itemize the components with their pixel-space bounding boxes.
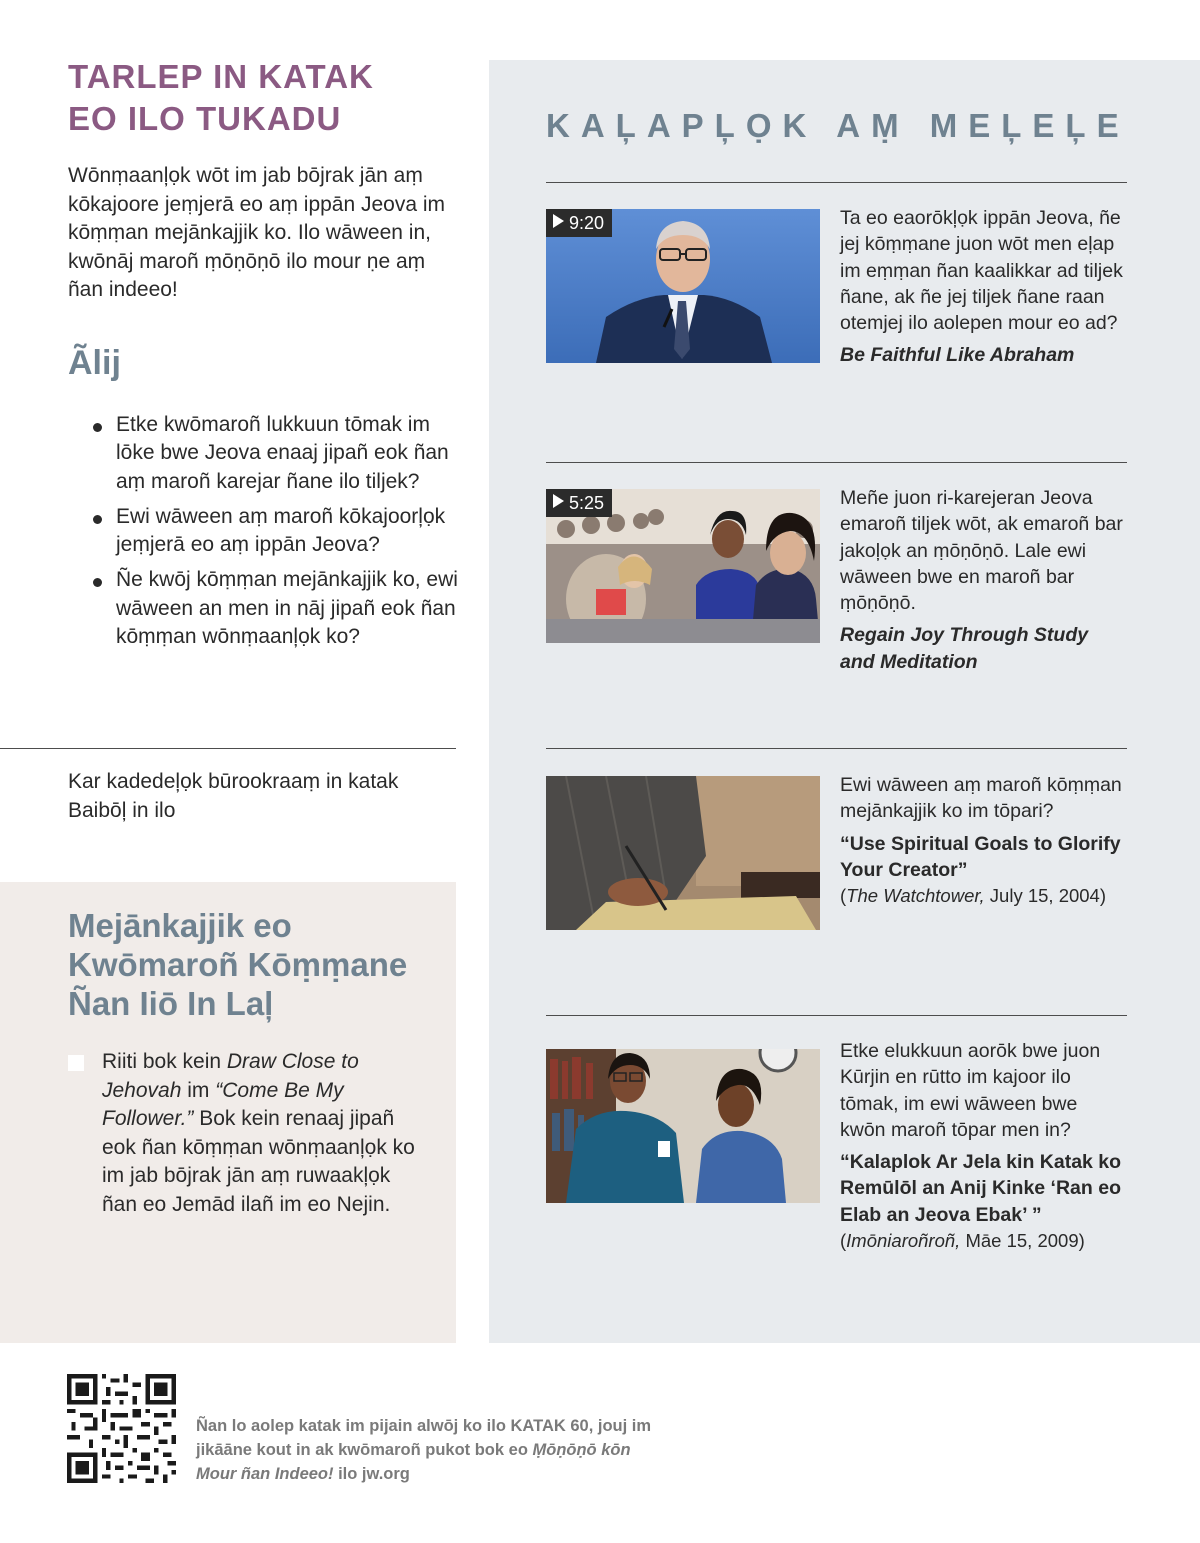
article-source	[840, 883, 1125, 909]
article-title-link[interactable]: “Kalaplok Ar Jela kin Katak ko Remūlōl an Anij Kinke ‘Ran eo Elab an Jeova Ebak’ ”	[840, 1151, 1122, 1226]
divider	[546, 1015, 1127, 1016]
article-thumbnail[interactable]	[546, 776, 820, 930]
page-title-line-1: TARLEP IN KATAK	[68, 58, 374, 95]
video-description-text: Ta eo eaorōkļọk ippān Jeova, ñe jej kōṃṃane juon wōt men eļap im eṃṃan ñan kaalikkar ad tiljek ñane, ak ñe jej tiljek ñane raan otemjej ilo aolepen mour eo ad?	[840, 207, 1123, 335]
video-description	[840, 205, 1125, 369]
article-title-link[interactable]: “Use Spiritual Goals to Glorify Your Creator”	[840, 832, 1121, 881]
book-title: “Come Be My Follower.”	[102, 1078, 344, 1131]
divider	[546, 748, 1127, 749]
footer-text: Ñan lo aolep katak im pijain alwōj ko ilo KATAK 60, jouj im jikāāne kout in ak kwōmaroñ pukot bok eo	[196, 1417, 652, 1459]
divider	[546, 182, 1127, 183]
source-date: Māe 15, 2009)	[960, 1230, 1085, 1252]
footer-note	[196, 1414, 656, 1486]
article-description-text: Ewi wāween aṃ maroñ kōṃṃan mejānkajjik ko im tōpari?	[840, 774, 1122, 823]
divider	[0, 748, 456, 749]
goal-text-part: Riiti bok kein	[102, 1050, 227, 1073]
play-icon	[553, 494, 564, 508]
source-date: July 15, 2004)	[984, 885, 1107, 907]
goal-text-part: im	[181, 1078, 216, 1102]
review-question	[90, 411, 460, 496]
review-question-text: Ewi wāween aṃ maroñ kōkajoorļọk jeṃjerā eo aṃ ippān Jeova?	[116, 504, 446, 557]
completion-note: Kar kadedeļọk būrookraaṃ in katak Baibōļ in ilo	[68, 770, 399, 822]
goal-text-part: Bok kein renaaj jipañ eok ñan kōṃṃan wōnṃaanļọk ko im jab bōjrak jān aṃ ruwaakļọk ñan eo Jemād ilañ im eo Nejin.	[102, 1107, 415, 1216]
book-title: Draw Close to Jehovah	[102, 1050, 359, 1102]
goal-text	[102, 1048, 427, 1220]
article-thumbnail[interactable]	[546, 1049, 820, 1203]
video-thumbnail[interactable]	[546, 209, 820, 363]
bullet-icon	[93, 423, 102, 432]
goal-heading: Mejānkajjik eo Kwōmaroñ Kōṃṃane Ñan Iiō In Laļ	[68, 907, 408, 1022]
review-question	[90, 566, 460, 651]
play-icon	[553, 214, 564, 228]
article-source	[840, 1228, 1125, 1254]
divider	[546, 462, 1127, 463]
writing-image	[546, 776, 820, 930]
intro-paragraph: Wōnṃaanļọk wōt im jab bōjrak jān aṃ kōkajoore jeṃjerā eo aṃ ippān Jeova im kōṃṃan mejānkajjik ko. Ilo wāween in, kwōnāj maroñ ṃōṇōṇō ilo mour ṇe aṃ ñan indeeo!	[68, 164, 446, 302]
footer-book-title: Ṃōṇōṇō kōn Mour ñan Indeeo!	[196, 1441, 631, 1483]
bullet-icon	[93, 515, 102, 524]
review-question-text: Etke kwōmaroñ lukkuun tōmak im lōke bwe Jeova enaaj jipañ eok ñan aṃ maroñ karejar ñane ilo tiljek?	[116, 413, 449, 493]
video-thumbnail[interactable]	[546, 489, 820, 643]
qr-code-icon[interactable]	[67, 1374, 176, 1483]
footer-site: ilo jw.org	[333, 1465, 410, 1483]
source-text: (	[840, 885, 847, 907]
review-question-list	[90, 411, 460, 658]
explore-heading: KAĻAPĻỌK AṂ MEĻEĻE	[546, 107, 1130, 144]
video-title-link[interactable]: Regain Joy Through Study and Meditation	[840, 624, 1089, 673]
review-heading: Ãlij	[68, 344, 121, 382]
review-question	[90, 503, 460, 560]
source-publication: The Watchtower,	[846, 885, 985, 907]
video-duration	[546, 209, 612, 237]
video-description	[840, 485, 1125, 675]
goal-checkbox[interactable]	[68, 1055, 84, 1071]
source-publication: Imōniaroñroñ,	[846, 1230, 961, 1252]
duration-text: 5:25	[569, 493, 605, 513]
video-duration	[546, 489, 612, 517]
duration-text: 9:20	[569, 213, 605, 233]
video-title-link[interactable]: Be Faithful Like Abraham	[840, 344, 1075, 367]
nurses-image	[546, 1049, 820, 1203]
article-description	[840, 1038, 1125, 1254]
page-title	[68, 56, 468, 140]
source-text: (	[840, 1230, 847, 1252]
review-question-text: Ñe kwōj kōṃṃan mejānkajjik ko, ewi wāween an men in nāj jipañ eok ñan kōṃṃan wōnṃaanļọk ko?	[116, 568, 458, 649]
bullet-icon	[93, 578, 102, 587]
video-description-text: Meñe juon ri-karejeran Jeova emaroñ tiljek wōt, ak emaroñ bar jakoļọk an ṃōṇōṇō. Lale ewi wāween bwe en maroñ bar ṃōṇōṇō.	[840, 487, 1123, 615]
page-title-line-2: EO ILO TUKADU	[68, 100, 342, 137]
article-description-text: Etke elukkuun aorōk bwe juon Kūrjin en rūtto im kajoor ilo tōmak, im ewi wāween bwe kwōn maroñ tōpar men in?	[840, 1040, 1101, 1141]
article-description	[840, 772, 1125, 909]
